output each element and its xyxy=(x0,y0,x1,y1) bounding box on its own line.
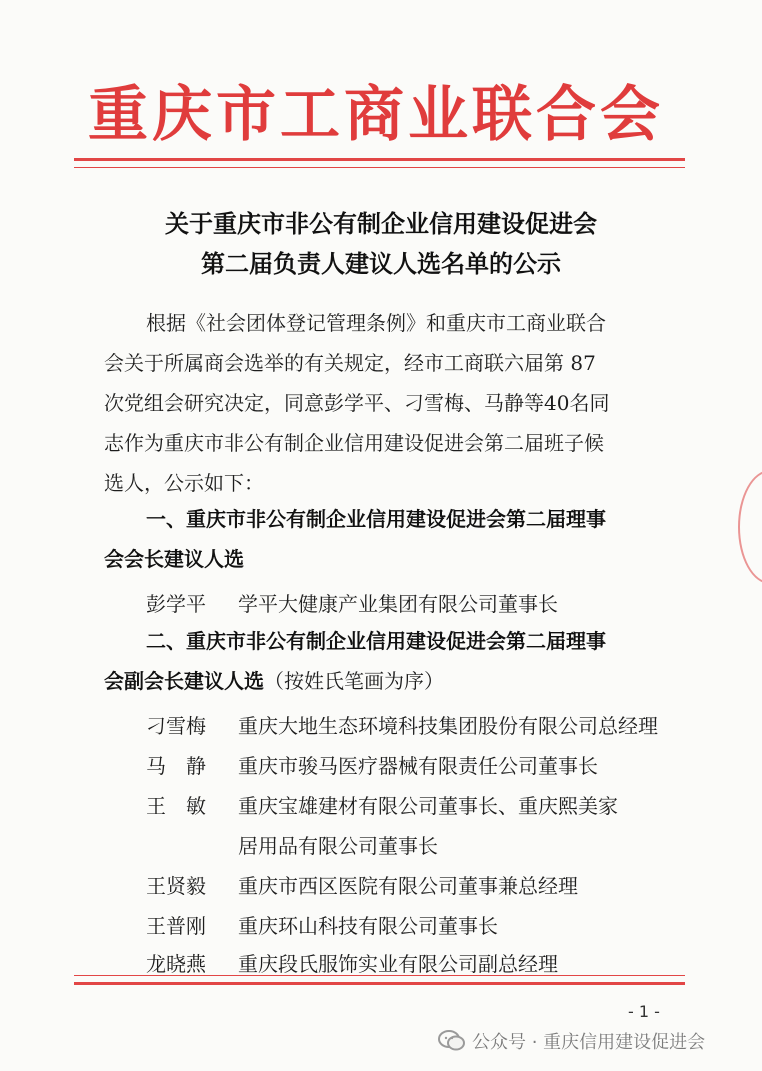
document-title-line-2: 第二届负责人建议人选名单的公示 xyxy=(201,250,561,278)
section-1-heading-cont: 会会长建议人选 xyxy=(104,547,244,571)
candidate-title: 学平大健康产业集团有限公司董事长 xyxy=(238,592,558,616)
candidate-name: 王贤毅 xyxy=(146,874,206,898)
header-red-rule xyxy=(74,158,685,168)
candidate-title: 重庆宝雄建材有限公司董事长、重庆熙美家 xyxy=(238,794,618,818)
wechat-watermark xyxy=(438,1026,705,1056)
paragraph-line: 根据《社会团体登记管理条例》和重庆市工商业联合 xyxy=(146,311,606,335)
candidate-title-cont: 居用品有限公司董事长 xyxy=(238,834,438,858)
section-2-heading-cont xyxy=(104,668,444,694)
candidate-title: 重庆环山科技有限公司董事长 xyxy=(238,914,498,938)
candidate-title: 重庆段氏服饰实业有限公司副总经理 xyxy=(238,952,558,976)
candidate-name: 彭学平 xyxy=(146,592,206,616)
section-2-heading-text: 会副会长建议人选 xyxy=(104,669,264,693)
paragraph-line: 会关于所属商会选举的有关规定，经市工商联六届第 87 xyxy=(104,351,596,375)
page-number: - 1 - xyxy=(628,1002,660,1021)
document-title-line-1: 关于重庆市非公有制企业信用建设促进会 xyxy=(165,210,597,238)
paragraph-line: 次党组会研究决定，同意彭学平、刁雪梅、马静等40名同 xyxy=(104,391,610,415)
paragraph-line: 志作为重庆市非公有制企业信用建设促进会第二届班子候 xyxy=(104,431,604,455)
section-2-heading: 二、重庆市非公有制企业信用建设促进会第二届理事 xyxy=(146,629,606,653)
candidate-title: 重庆大地生态环境科技集团股份有限公司总经理 xyxy=(238,714,658,738)
section-1-heading: 一、重庆市非公有制企业信用建设促进会第二届理事 xyxy=(146,507,606,531)
wechat-icon xyxy=(438,1030,466,1052)
candidate-name: 王普刚 xyxy=(146,914,206,938)
section-2-heading-note: （按姓氏笔画为序） xyxy=(264,669,444,693)
paragraph-line: 选人，公示如下： xyxy=(104,471,264,495)
candidate-name: 马 静 xyxy=(146,754,206,778)
candidate-title: 重庆市骏马医疗器械有限责任公司董事长 xyxy=(238,754,598,778)
candidate-name: 刁雪梅 xyxy=(146,714,206,738)
partial-seal-stamp xyxy=(738,470,762,584)
candidate-title: 重庆市西区医院有限公司董事兼总经理 xyxy=(238,874,578,898)
candidate-name: 龙晓燕 xyxy=(146,952,206,976)
org-header-title: 重庆市工商业联合会 xyxy=(88,80,664,150)
watermark-text: 公众号 · 重庆信用建设促进会 xyxy=(472,1032,706,1053)
candidate-name: 王 敏 xyxy=(146,794,206,818)
